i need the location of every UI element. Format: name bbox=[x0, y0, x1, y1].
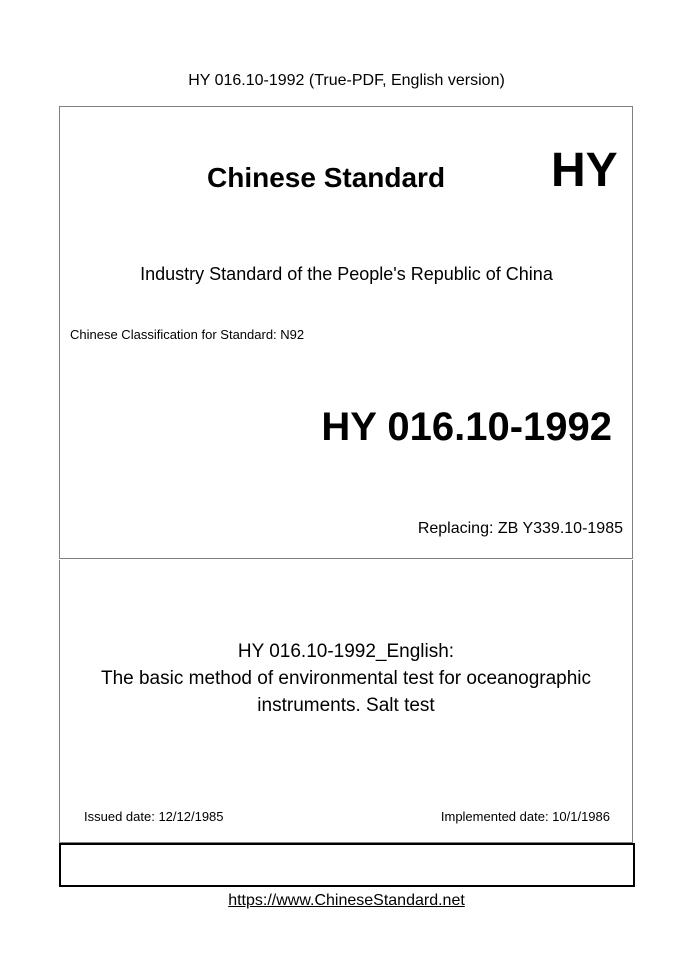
document-title bbox=[59, 638, 633, 719]
standard-code: HY bbox=[551, 144, 618, 197]
issued-date: Issued date: 12/12/1985 bbox=[84, 809, 224, 824]
document-title-line-2: The basic method of environmental test for oceanographic bbox=[100, 668, 592, 689]
replacing-line: Replacing: ZB Y339.10-1985 bbox=[417, 520, 623, 537]
standard-title: Chinese Standard bbox=[207, 162, 446, 193]
industry-line: Industry Standard of the People's Republic of China bbox=[140, 264, 553, 284]
website-link[interactable]: https://www.ChineseStandard.net bbox=[228, 892, 465, 909]
classification-line: Chinese Classification for Standard: N92 bbox=[70, 327, 305, 342]
document-title-line-3: instruments. Salt test bbox=[257, 695, 435, 716]
implemented-date: Implemented date: 10/1/1986 bbox=[440, 809, 610, 824]
cover-bottom-panel bbox=[59, 843, 635, 887]
document-number: HY 016.10-1992 bbox=[321, 405, 612, 449]
footer-url bbox=[0, 892, 693, 910]
page-header-caption: HY 016.10-1992 (True-PDF, English version) bbox=[188, 72, 505, 89]
document-title-line-1: HY 016.10-1992_English: bbox=[237, 641, 455, 662]
